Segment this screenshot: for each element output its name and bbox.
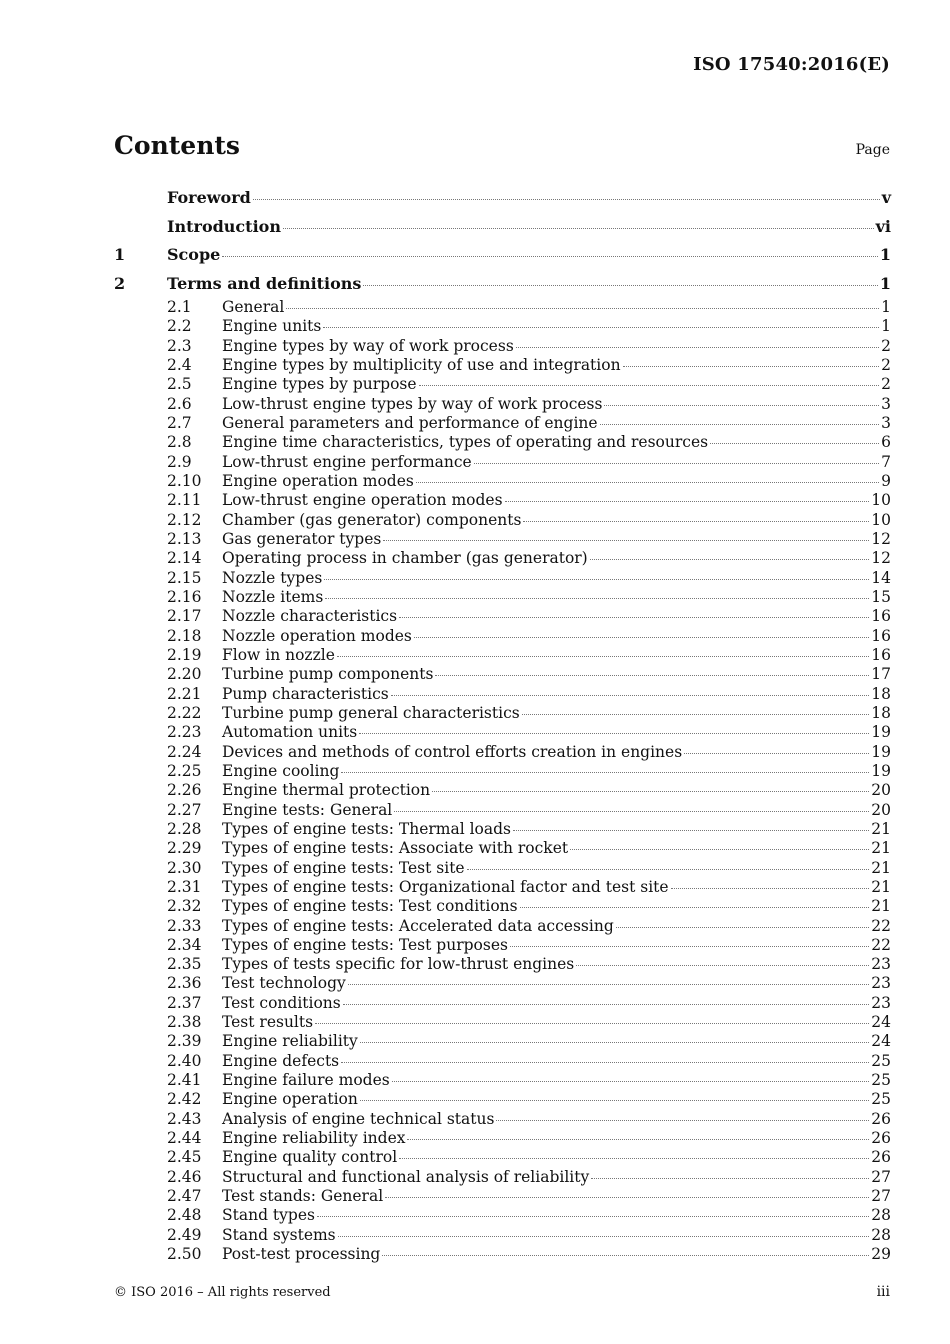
toc-entry-number: 2.24	[167, 742, 202, 761]
toc-entry-number: 2.49	[167, 1225, 202, 1244]
dot-leader	[323, 327, 879, 328]
toc-entry-page: 16	[871, 607, 891, 626]
toc-entry-title: Engine tests: General	[222, 800, 393, 819]
toc-entry-title: Types of engine tests: Test site	[222, 858, 465, 877]
toc-entry-page: 9	[881, 471, 891, 490]
toc-entry-number: 2.4	[167, 355, 192, 374]
toc-entry-page: 6	[881, 433, 891, 452]
dot-leader	[520, 907, 870, 908]
toc-entry-number: 2.31	[167, 877, 202, 896]
toc-entry[interactable]	[114, 356, 891, 375]
toc-entry-page: 19	[871, 723, 891, 742]
toc-entry-title: Introduction	[167, 216, 281, 236]
toc-entry-title: Operating process in chamber (gas generator)	[222, 549, 588, 568]
toc-entry-page: 18	[871, 684, 891, 703]
dot-leader	[600, 424, 880, 425]
toc-entry-page: 26	[871, 1109, 891, 1128]
dot-leader	[253, 199, 880, 200]
toc-entry[interactable]	[114, 1052, 891, 1071]
toc-entry-page: 27	[871, 1187, 891, 1206]
toc-entry-page: 25	[871, 1051, 891, 1070]
toc-entry-title: Gas generator types	[222, 529, 382, 548]
toc-entry-page: 22	[871, 916, 891, 935]
dot-leader	[432, 791, 869, 792]
dot-leader	[510, 946, 869, 947]
toc-entry[interactable]	[114, 298, 891, 317]
toc-entry-page: 12	[871, 529, 891, 548]
toc-entry[interactable]	[114, 1013, 891, 1032]
contents-heading: Contents	[114, 131, 241, 160]
toc-entry-title: Engine units	[222, 317, 322, 336]
toc-entry-number: 2.34	[167, 935, 202, 954]
toc-entry-title: Nozzle items	[222, 587, 324, 606]
dot-leader	[710, 443, 879, 444]
toc-entry-page: 25	[871, 1071, 891, 1090]
dot-leader	[414, 637, 869, 638]
toc-entry-number: 2.3	[167, 336, 192, 355]
toc-entry[interactable]	[114, 781, 891, 800]
toc-entry-page: 24	[871, 1013, 891, 1032]
toc-entry[interactable]	[114, 433, 891, 452]
dot-leader	[341, 1062, 869, 1063]
toc-entry-title: Test results	[222, 1013, 314, 1032]
toc-entry[interactable]	[114, 839, 891, 858]
toc-entry-page: 20	[871, 800, 891, 819]
toc-entry-number: 2.5	[167, 375, 192, 394]
dot-leader	[590, 559, 870, 560]
toc-entry-number: 2.33	[167, 916, 202, 935]
footer-copyright: © ISO 2016 – All rights reserved	[114, 1285, 331, 1300]
dot-leader	[382, 1255, 869, 1256]
dot-leader	[570, 849, 869, 850]
toc-entry-title: Engine types by way of work process	[222, 336, 514, 355]
toc-entry-title: Engine failure modes	[222, 1071, 390, 1090]
dot-leader	[684, 753, 869, 754]
toc-entry-page: 2	[881, 355, 891, 374]
dot-leader	[317, 1216, 869, 1217]
toc-entry-title: Test technology	[222, 974, 346, 993]
page-column-label: Page	[855, 142, 890, 158]
dot-leader	[348, 984, 870, 985]
toc-entry-title: Engine operation	[222, 1090, 358, 1109]
toc-entry-title: Types of tests specific for low-thrust engines	[222, 955, 575, 974]
toc-entry[interactable]	[114, 491, 891, 510]
dot-leader	[338, 1236, 870, 1237]
toc-entry-number: 2.28	[167, 819, 202, 838]
toc-entry-number: 2.45	[167, 1148, 202, 1167]
dot-leader	[337, 656, 869, 657]
toc-entry[interactable]	[114, 1090, 891, 1109]
toc-entry[interactable]	[114, 607, 891, 626]
toc-entry[interactable]	[114, 859, 891, 878]
toc-entry[interactable]	[114, 270, 891, 299]
toc-entry-number: 2.8	[167, 433, 192, 452]
toc-entry-number: 2.37	[167, 993, 202, 1012]
toc-entry-number: 2.29	[167, 839, 202, 858]
toc-entry[interactable]	[114, 1129, 891, 1148]
dot-leader	[604, 405, 879, 406]
toc-entry-title: Engine defects	[222, 1051, 340, 1070]
toc-entry-page: 1	[879, 245, 891, 264]
toc-entry-page: 17	[871, 665, 891, 684]
dot-leader	[360, 1100, 869, 1101]
toc-entry-title: Low-thrust engine types by way of work process	[222, 394, 603, 413]
toc-entry-title: Stand types	[222, 1206, 315, 1225]
toc-entry-title: Types of engine tests: Thermal loads	[222, 819, 512, 838]
dot-leader	[416, 482, 879, 483]
toc-entry-title: Structural and functional analysis of reliability	[222, 1167, 590, 1186]
toc-entry-number: 2.10	[167, 471, 202, 490]
toc-entry-page: 21	[871, 858, 891, 877]
toc-entry[interactable]	[114, 569, 891, 588]
dot-leader	[383, 540, 869, 541]
toc-entry[interactable]	[114, 511, 891, 530]
toc-entry-number: 2.41	[167, 1071, 202, 1090]
toc-entry-number: 2	[114, 273, 126, 293]
toc-entry-title: Types of engine tests: Test purposes	[222, 935, 508, 954]
toc-entry[interactable]	[114, 820, 891, 839]
toc-entry-title: Test conditions	[222, 993, 341, 1012]
toc-entry[interactable]	[114, 665, 891, 684]
toc-entry-page: 19	[871, 761, 891, 780]
toc-entry-title: Automation units	[222, 723, 358, 742]
dot-leader	[496, 1120, 869, 1121]
toc-entry-page: 23	[871, 993, 891, 1012]
toc-entry-title: Types of engine tests: Test conditions	[222, 897, 518, 916]
toc-entry-page: 21	[871, 819, 891, 838]
toc-entry[interactable]	[114, 453, 891, 472]
toc-entry-number: 2.11	[167, 491, 202, 510]
toc-entry-number: 2.23	[167, 723, 202, 742]
toc-entry-page: 28	[871, 1206, 891, 1225]
toc-entry-page: 23	[871, 955, 891, 974]
toc-entry[interactable]	[114, 646, 891, 665]
toc-entry-number: 2.50	[167, 1245, 202, 1264]
toc-entry-number: 1	[114, 245, 126, 264]
dot-leader	[315, 1023, 869, 1024]
toc-entry-title: Stand systems	[222, 1225, 336, 1244]
toc-entry-number: 2.47	[167, 1187, 202, 1206]
dot-leader	[341, 772, 869, 773]
dot-leader	[324, 579, 869, 580]
toc-entry-title: Chamber (gas generator) components	[222, 510, 522, 529]
dot-leader	[419, 385, 880, 386]
toc-entry[interactable]	[114, 974, 891, 993]
dot-leader	[392, 1081, 870, 1082]
toc-entry-number: 2.2	[167, 317, 192, 336]
toc-entry[interactable]	[114, 588, 891, 607]
toc-entry-title: Engine reliability index	[222, 1129, 406, 1148]
toc-entry-number: 2.36	[167, 974, 202, 993]
toc-entry-title: Turbine pump general characteristics	[222, 703, 520, 722]
toc-entry-number: 2.43	[167, 1109, 202, 1128]
toc-entry[interactable]	[114, 936, 891, 955]
dot-leader	[576, 965, 869, 966]
toc-entry-number: 2.7	[167, 413, 192, 432]
dot-leader	[360, 1042, 869, 1043]
toc-entry[interactable]	[114, 317, 891, 336]
toc-entry[interactable]	[114, 762, 891, 781]
toc-entry-number: 2.9	[167, 452, 192, 471]
toc-entry[interactable]	[114, 1245, 891, 1264]
toc-entry-page: 14	[871, 568, 891, 587]
dot-leader	[435, 675, 869, 676]
toc-entry-title: Devices and methods of control efforts creation in engines	[222, 742, 683, 761]
toc-entry-page: 10	[871, 510, 891, 529]
toc-entry-number: 2.18	[167, 626, 202, 645]
toc-entry[interactable]	[114, 685, 891, 704]
toc-entry[interactable]	[114, 955, 891, 974]
toc-entry[interactable]	[114, 1168, 891, 1187]
toc-entry-title: General	[222, 298, 285, 316]
toc-entry-title: Engine types by purpose	[222, 375, 417, 394]
toc-entry-page: 29	[871, 1245, 891, 1264]
toc-entry-number: 2.22	[167, 703, 202, 722]
toc-entry-number: 2.1	[167, 298, 192, 316]
toc-entry-title: Nozzle operation modes	[222, 626, 412, 645]
toc-entry-number: 2.26	[167, 781, 202, 800]
toc-entry-number: 2.15	[167, 568, 202, 587]
toc-entry-number: 2.30	[167, 858, 202, 877]
toc-entry-number: 2.48	[167, 1206, 202, 1225]
toc-entry-number: 2.6	[167, 394, 192, 413]
toc-entry-page: 21	[871, 839, 891, 858]
toc-entry-page: 26	[871, 1129, 891, 1148]
toc-entry-page: 19	[871, 742, 891, 761]
toc-entry[interactable]	[114, 241, 891, 270]
toc-entry-page: v	[881, 188, 891, 207]
dot-leader	[513, 830, 869, 831]
toc-entry[interactable]	[114, 395, 891, 414]
toc-entry-title: Types of engine tests: Associate with rocket	[222, 839, 569, 858]
dot-leader	[343, 1004, 870, 1005]
toc-entry-title: Engine quality control	[222, 1148, 398, 1167]
toc-entry-number: 2.25	[167, 761, 202, 780]
toc-entry-title: Pump characteristics	[222, 684, 389, 703]
toc-entry[interactable]	[114, 414, 891, 433]
dot-leader	[385, 1197, 869, 1198]
toc-entry[interactable]	[114, 801, 891, 820]
toc-entry-title: Flow in nozzle	[222, 645, 335, 664]
footer-page-number: iii	[876, 1284, 890, 1300]
dot-leader	[391, 695, 870, 696]
dot-leader	[399, 617, 869, 618]
toc-entry-number: 2.21	[167, 684, 202, 703]
toc-entry-page: 7	[881, 452, 891, 471]
toc-entry-page: 27	[871, 1167, 891, 1186]
toc-entry-page: 25	[871, 1090, 891, 1109]
toc-entry-title: Turbine pump components	[222, 665, 434, 684]
toc-entry[interactable]	[114, 549, 891, 568]
toc-entry-page: 15	[871, 587, 891, 606]
toc-entry-number: 2.42	[167, 1090, 202, 1109]
toc-entry-number: 2.38	[167, 1013, 202, 1032]
toc-entry-title: General parameters and performance of engine	[222, 413, 598, 432]
toc-entry-title: Engine operation modes	[222, 471, 414, 490]
toc-entry[interactable]	[114, 1071, 891, 1090]
toc-entry-title: Low-thrust engine operation modes	[222, 491, 503, 510]
toc-entry-title: Nozzle characteristics	[222, 607, 398, 626]
toc-entry-title: Test stands: General	[222, 1187, 384, 1206]
toc-entry-page: 2	[881, 336, 891, 355]
toc-entry-page: 20	[871, 781, 891, 800]
toc-entry[interactable]	[114, 1148, 891, 1167]
toc-entry-number: 2.46	[167, 1167, 202, 1186]
toc-entry[interactable]	[114, 878, 891, 897]
toc-entry[interactable]	[114, 375, 891, 394]
toc-entry-number: 2.20	[167, 665, 202, 684]
toc-entry-page: 16	[871, 645, 891, 664]
toc-entry-page: 26	[871, 1148, 891, 1167]
toc-entry[interactable]	[114, 627, 891, 646]
toc-entry-title: Engine time characteristics, types of operating and resources	[222, 433, 709, 452]
toc-entry-page: 21	[871, 897, 891, 916]
dot-leader	[222, 256, 878, 257]
toc-entry-page: 21	[871, 877, 891, 896]
toc-entry-page: 16	[871, 626, 891, 645]
dot-leader	[359, 733, 869, 734]
toc-entry-title: Engine reliability	[222, 1032, 358, 1051]
toc-entry-page: 23	[871, 974, 891, 993]
toc-entry[interactable]	[114, 1110, 891, 1129]
toc-entry-title: Engine thermal protection	[222, 781, 431, 800]
toc-entry-title: Nozzle types	[222, 568, 323, 587]
toc-entry-number: 2.27	[167, 800, 202, 819]
toc-entry-title: Foreword	[167, 188, 251, 207]
toc-entry[interactable]	[114, 723, 891, 742]
toc-entry[interactable]	[114, 530, 891, 549]
toc-entry-title: Analysis of engine technical status	[222, 1109, 495, 1128]
toc-entry-number: 2.13	[167, 529, 202, 548]
dot-leader	[286, 308, 879, 309]
toc-entry-page: 1	[881, 298, 891, 316]
toc-entry[interactable]	[114, 184, 891, 213]
dot-leader	[522, 714, 870, 715]
toc-entry-page: 2	[881, 375, 891, 394]
toc-entry-number: 2.40	[167, 1051, 202, 1070]
toc-entry-number: 2.17	[167, 607, 202, 626]
toc-entry[interactable]	[114, 917, 891, 936]
toc-entry[interactable]	[114, 1032, 891, 1051]
dot-leader	[505, 501, 870, 502]
dot-leader	[467, 869, 870, 870]
toc-entry-title: Engine types by multiplicity of use and integration	[222, 355, 621, 374]
toc-entry-number: 2.39	[167, 1032, 202, 1051]
toc-entry-page: 1	[881, 317, 891, 336]
toc-entry-page: 28	[871, 1225, 891, 1244]
dot-leader	[474, 463, 879, 464]
toc-entry-page: 1	[879, 273, 891, 293]
dot-leader	[671, 888, 870, 889]
toc-entry[interactable]	[114, 337, 891, 356]
toc-entry-page: 10	[871, 491, 891, 510]
toc-entry-title: Scope	[167, 245, 221, 264]
dot-leader	[623, 366, 880, 367]
dot-leader	[591, 1178, 869, 1179]
dot-leader	[399, 1158, 869, 1159]
toc-entry-number: 2.32	[167, 897, 202, 916]
toc-entry[interactable]	[114, 1206, 891, 1225]
toc-entry[interactable]	[114, 897, 891, 916]
toc-entry-title: Low-thrust engine performance	[222, 452, 472, 471]
toc-entry-title: Post-test processing	[222, 1245, 381, 1264]
toc-entry-title: Types of engine tests: Organizational factor and test site	[222, 877, 669, 896]
toc-entry-page: 24	[871, 1032, 891, 1051]
table-of-contents	[114, 184, 891, 1264]
toc-entry[interactable]	[114, 704, 891, 723]
toc-entry-page: 18	[871, 703, 891, 722]
toc-entry-title: Engine cooling	[222, 761, 340, 780]
toc-entry[interactable]	[114, 1187, 891, 1206]
dot-leader	[516, 347, 879, 348]
toc-entry-page: vi	[875, 216, 891, 236]
toc-entry[interactable]	[114, 994, 891, 1013]
toc-entry[interactable]	[114, 213, 891, 242]
toc-entry[interactable]	[114, 1226, 891, 1245]
toc-entry-number: 2.19	[167, 645, 202, 664]
dot-leader	[523, 521, 869, 522]
dot-leader	[394, 811, 869, 812]
toc-entry[interactable]	[114, 743, 891, 762]
dot-leader	[325, 598, 869, 599]
toc-entry-title: Types of engine tests: Accelerated data accessing	[222, 916, 614, 935]
toc-entry-title: Terms and definitions	[167, 273, 362, 293]
toc-entry-number: 2.35	[167, 955, 202, 974]
document-id: ISO 17540:2016(E)	[693, 54, 890, 75]
toc-entry-page: 3	[881, 394, 891, 413]
toc-entry-number: 2.12	[167, 510, 202, 529]
dot-leader	[616, 927, 870, 928]
dot-leader	[283, 228, 874, 229]
toc-entry-number: 2.44	[167, 1129, 202, 1148]
toc-entry-number: 2.16	[167, 587, 202, 606]
toc-entry-page: 3	[881, 413, 891, 432]
toc-entry[interactable]	[114, 472, 891, 491]
dot-leader	[407, 1139, 869, 1140]
dot-leader	[363, 285, 877, 286]
toc-entry-page: 22	[871, 935, 891, 954]
toc-entry-page: 12	[871, 549, 891, 568]
toc-entry-number: 2.14	[167, 549, 202, 568]
